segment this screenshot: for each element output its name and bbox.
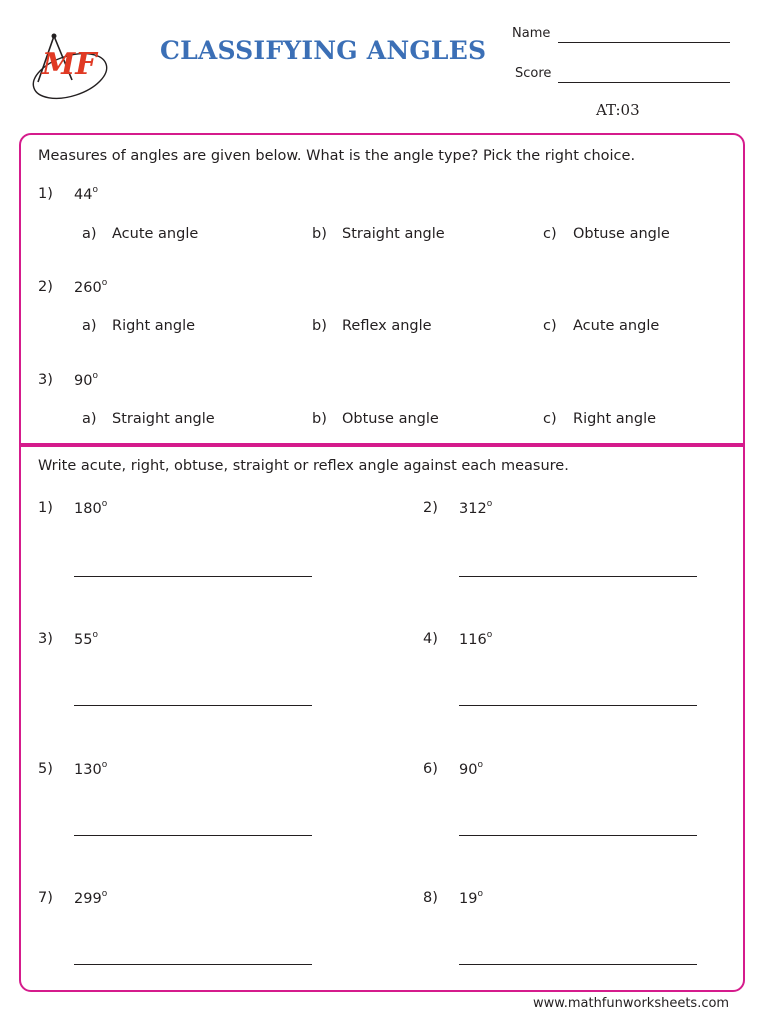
option-choice[interactable]: Reflex angle <box>342 318 432 334</box>
answer-line[interactable] <box>459 576 697 577</box>
item-number: 7) <box>38 890 53 906</box>
section2-panel <box>19 443 745 992</box>
section1-instruction: Measures of angles are given below. What is the angle type? Pick the right choice. <box>38 148 636 164</box>
option-letter: c) <box>543 318 557 334</box>
option-letter: c) <box>543 411 557 427</box>
option-letter: a) <box>82 226 97 242</box>
worksheet-code: AT:03 <box>596 101 640 119</box>
option-letter: c) <box>543 226 557 242</box>
question-number: 3) <box>38 372 53 388</box>
question-value: 90$^o$ <box>74 371 98 389</box>
answer-line[interactable] <box>459 705 697 706</box>
answer-line[interactable] <box>74 705 312 706</box>
answer-line[interactable] <box>74 964 312 965</box>
item-number: 5) <box>38 761 53 777</box>
item-value: 180$^o$ <box>74 499 108 517</box>
option-letter: b) <box>312 318 327 334</box>
option-letter: b) <box>312 226 327 242</box>
option-choice[interactable]: Acute angle <box>573 318 660 334</box>
item-number: 1) <box>38 500 53 516</box>
item-value: 299$^o$ <box>74 889 108 907</box>
section2-instruction: Write acute, right, obtuse, straight or reflex angle against each measure. <box>38 458 569 474</box>
page-title: CLASSIFYING ANGLES <box>160 36 487 65</box>
item-value: 130$^o$ <box>74 760 108 778</box>
name-field[interactable] <box>558 42 730 43</box>
item-value: 116$^o$ <box>459 630 493 648</box>
question-number: 2) <box>38 279 53 295</box>
mathfun-logo-icon <box>28 30 112 102</box>
option-letter: a) <box>82 411 97 427</box>
item-number: 3) <box>38 631 53 647</box>
option-choice[interactable]: Obtuse angle <box>573 226 670 242</box>
option-choice[interactable]: Straight angle <box>112 411 215 427</box>
answer-line[interactable] <box>459 835 697 836</box>
item-number: 8) <box>423 890 438 906</box>
logo-text: MF <box>42 47 97 82</box>
item-value: 312$^o$ <box>459 499 493 517</box>
question-value: 44$^o$ <box>74 185 98 203</box>
answer-line[interactable] <box>74 576 312 577</box>
item-number: 4) <box>423 631 438 647</box>
item-number: 6) <box>423 761 438 777</box>
name-label: Name <box>512 26 551 41</box>
footer-url[interactable]: www.mathfunworksheets.com <box>533 996 730 1011</box>
option-choice[interactable]: Right angle <box>112 318 196 334</box>
score-field[interactable] <box>558 82 730 83</box>
section1-panel <box>19 133 745 447</box>
item-value: 19$^o$ <box>459 889 483 907</box>
option-letter: a) <box>82 318 97 334</box>
score-label: Score <box>515 66 552 81</box>
option-choice[interactable]: Acute angle <box>112 226 199 242</box>
answer-line[interactable] <box>459 964 697 965</box>
answer-line[interactable] <box>74 835 312 836</box>
option-choice[interactable]: Right angle <box>573 411 657 427</box>
option-choice[interactable]: Straight angle <box>342 226 445 242</box>
item-value: 90$^o$ <box>459 760 483 778</box>
question-number: 1) <box>38 186 53 202</box>
option-letter: b) <box>312 411 327 427</box>
question-value: 260$^o$ <box>74 278 108 296</box>
item-value: 55$^o$ <box>74 630 98 648</box>
item-number: 2) <box>423 500 438 516</box>
option-choice[interactable]: Obtuse angle <box>342 411 439 427</box>
